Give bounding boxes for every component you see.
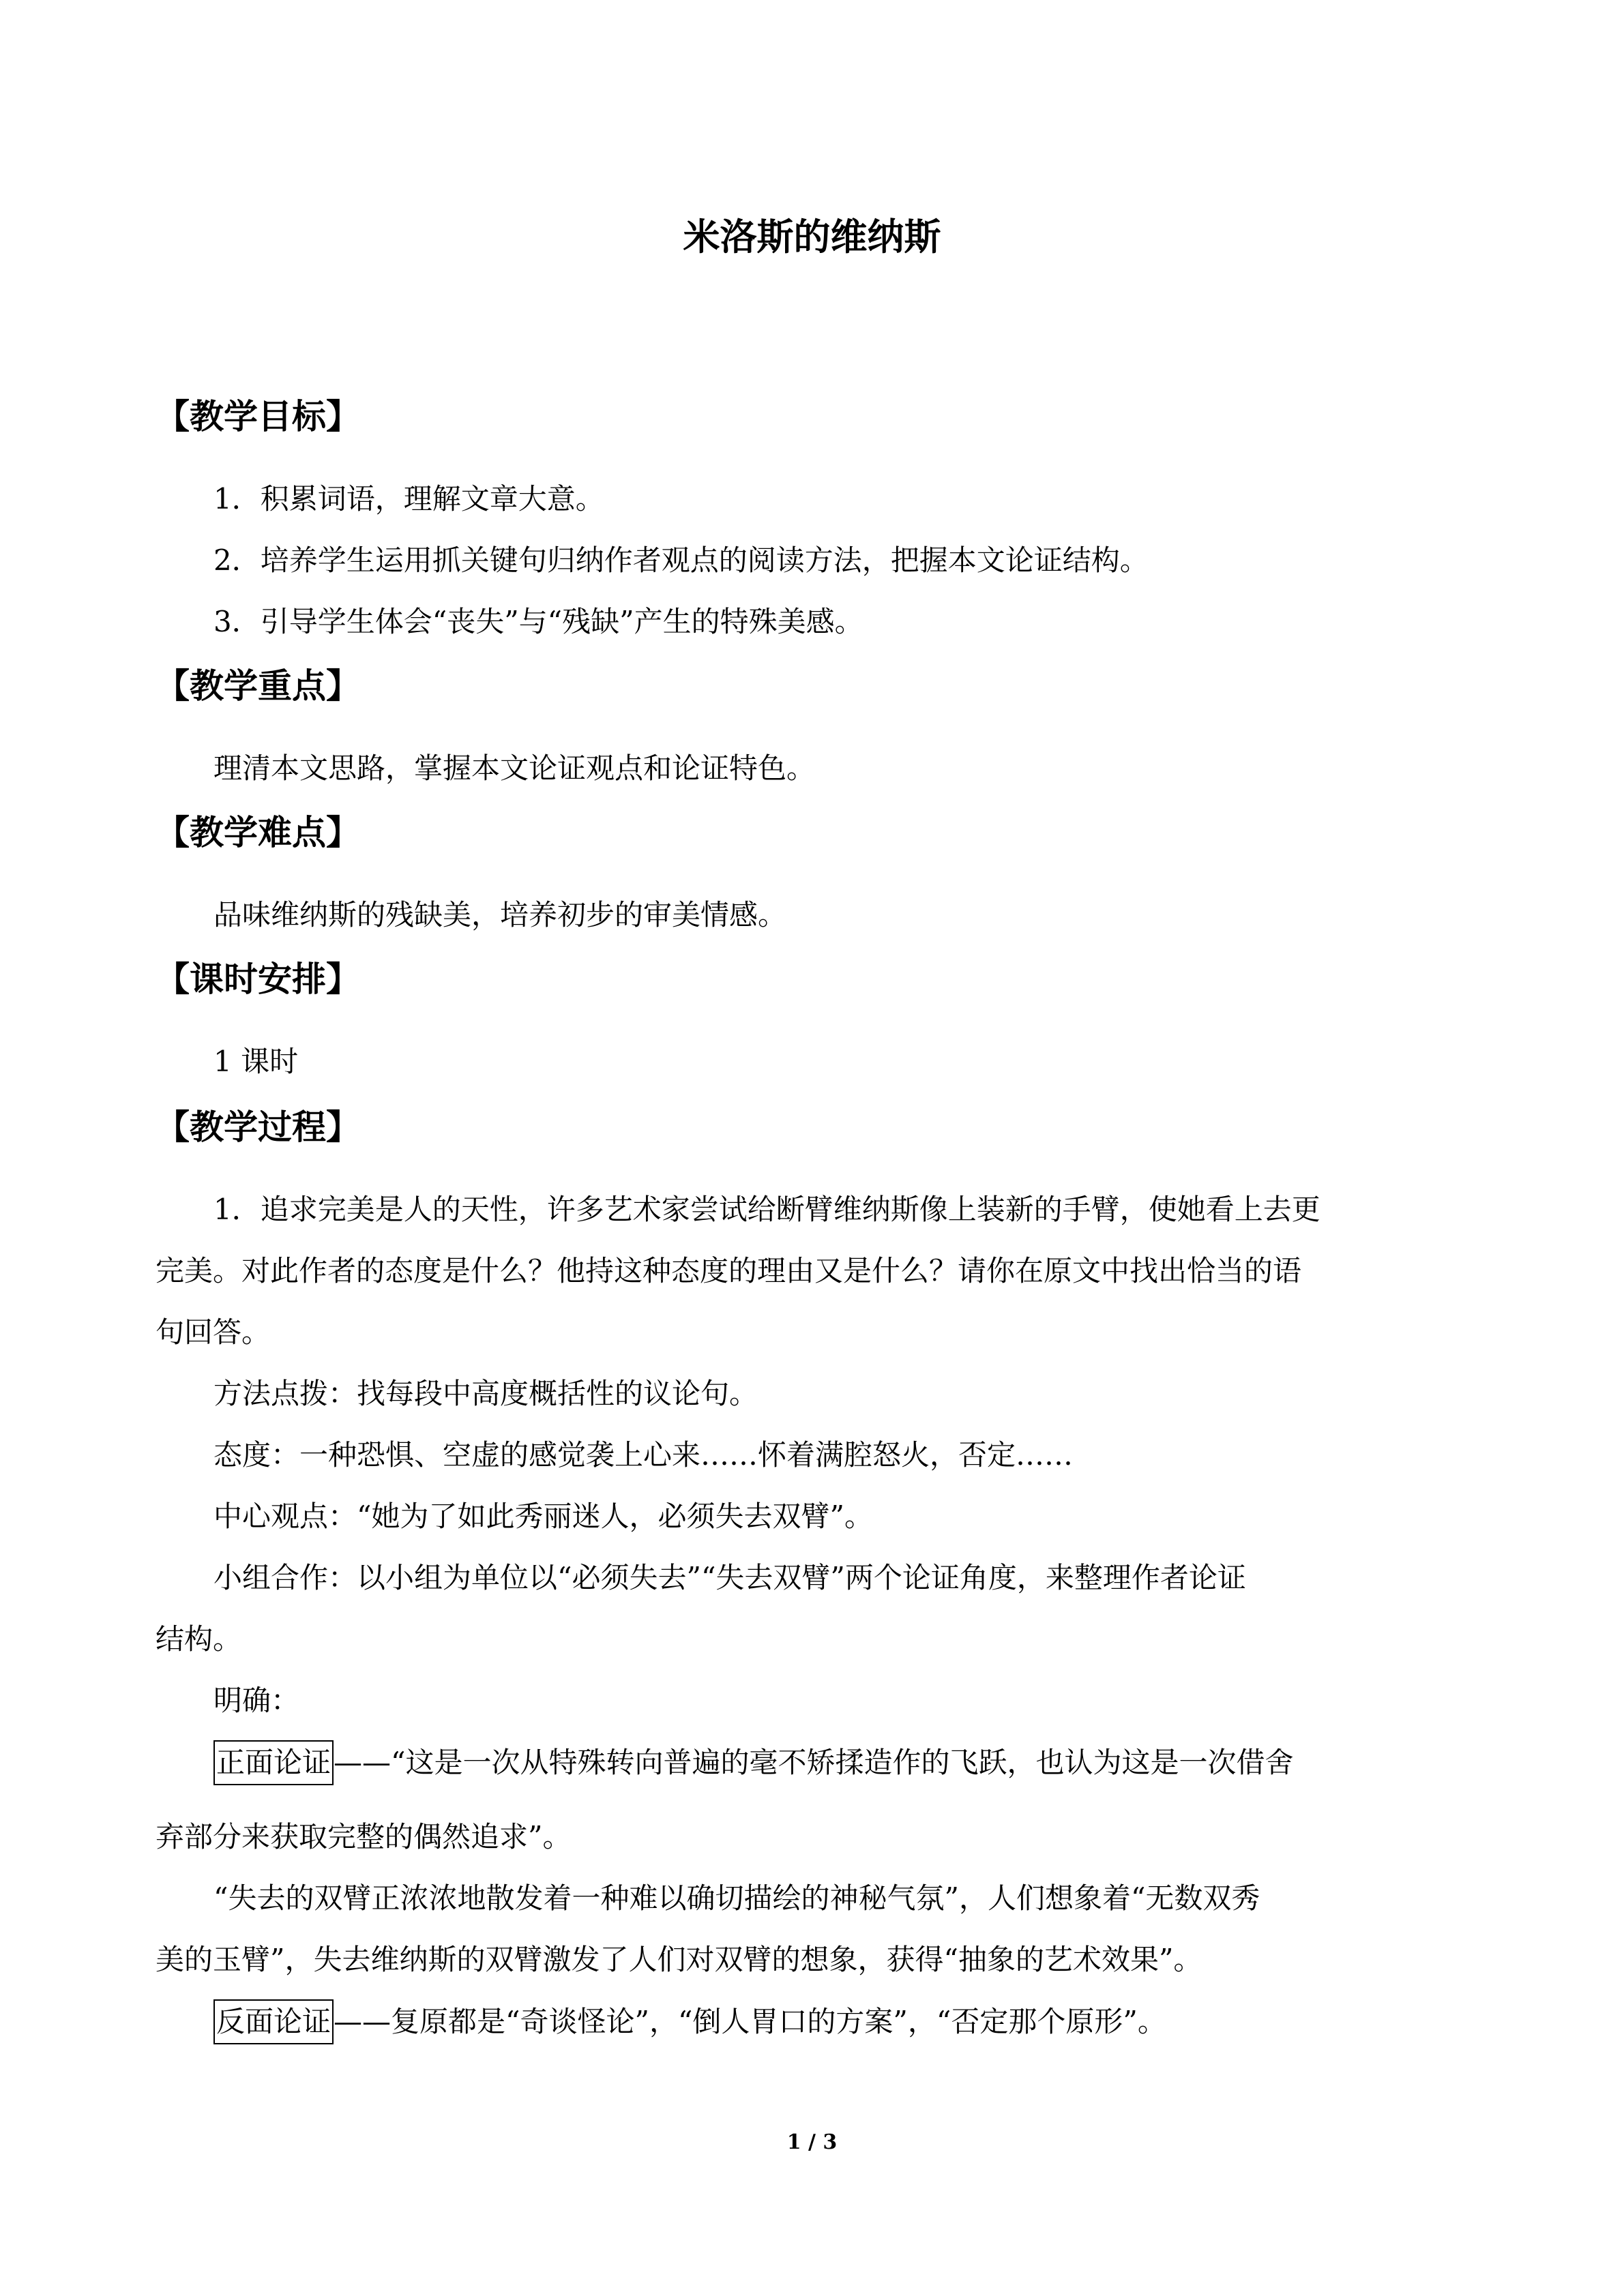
objective-item-2: 2．培养学生运用抓关键句归纳作者观点的阅读方法，把握本文论证结构。 — [213, 543, 1149, 577]
positive-argument-continuation: 弃部分来获取完整的偶然追求”。 — [156, 1820, 572, 1853]
process-attitude: 态度：一种恐惧、空虚的感觉袭上心来……怀着满腔怒火，否定…… — [213, 1438, 1074, 1472]
lost-arms-line2: 美的玉臂”，失去维纳斯的双臂激发了人们对双臂的想象，获得“抽象的艺术效果”。 — [156, 1943, 1202, 1976]
negative-argument-text: ——复原都是“奇谈怪论”，“倒人胃口的方案”，“否定那个原形”。 — [334, 2005, 1166, 2038]
process-q1-line1: 1．追求完美是人的天性，许多艺术家尝试给断臂维纳斯像上装新的手臂，使她看上去更 — [213, 1193, 1320, 1226]
process-group-line2: 结构。 — [156, 1622, 242, 1656]
difficulties-text: 品味维纳斯的残缺美，培养初步的审美情感。 — [213, 898, 787, 931]
heading-key-points: 【教学重点】 — [156, 666, 360, 706]
process-central-view: 中心观点：“她为了如此秀丽迷人，必须失去双臂”。 — [213, 1500, 873, 1533]
schedule-text: 1 课时 — [213, 1045, 299, 1078]
positive-argument-text: ——“这是一次从特殊转向普遍的毫不矫揉造作的飞跃，也认为这是一次借舍 — [334, 1746, 1294, 1779]
heading-difficulties: 【教学难点】 — [156, 813, 360, 852]
heading-objectives: 【教学目标】 — [156, 397, 360, 436]
document-title: 米洛斯的维纳斯 — [683, 215, 941, 258]
negative-argument-label: 反面论证 — [213, 1999, 334, 2044]
objective-item-1: 1．积累词语，理解文章大意。 — [213, 482, 604, 516]
process-method: 方法点拨：找每段中高度概括性的议论句。 — [213, 1377, 758, 1410]
positive-argument-line — [213, 1740, 1294, 1785]
heading-schedule: 【课时安排】 — [156, 959, 360, 999]
process-q1-line3: 句回答。 — [156, 1315, 271, 1349]
negative-argument-line — [213, 1999, 1166, 2044]
positive-argument-label: 正面论证 — [213, 1740, 334, 1785]
process-clarify: 明确： — [213, 1684, 300, 1717]
page-number: 1 / 3 — [786, 2130, 838, 2154]
objective-item-3: 3．引导学生体会“丧失”与“残缺”产生的特殊美感。 — [213, 605, 863, 638]
lost-arms-line1: “失去的双臂正浓浓地散发着一种难以确切描绘的神秘气氛”，人们想象着“无数双秀 — [213, 1881, 1260, 1915]
process-group-line1: 小组合作：以小组为单位以“必须失去”“失去双臂”两个论证角度，来整理作者论证 — [213, 1561, 1246, 1594]
process-q1-line2: 完美。对此作者的态度是什么？他持这种态度的理由又是什么？请你在原文中找出恰当的语 — [156, 1254, 1302, 1287]
heading-process: 【教学过程】 — [156, 1107, 360, 1147]
key-points-text: 理清本文思路，掌握本文论证观点和论证特色。 — [213, 751, 816, 785]
